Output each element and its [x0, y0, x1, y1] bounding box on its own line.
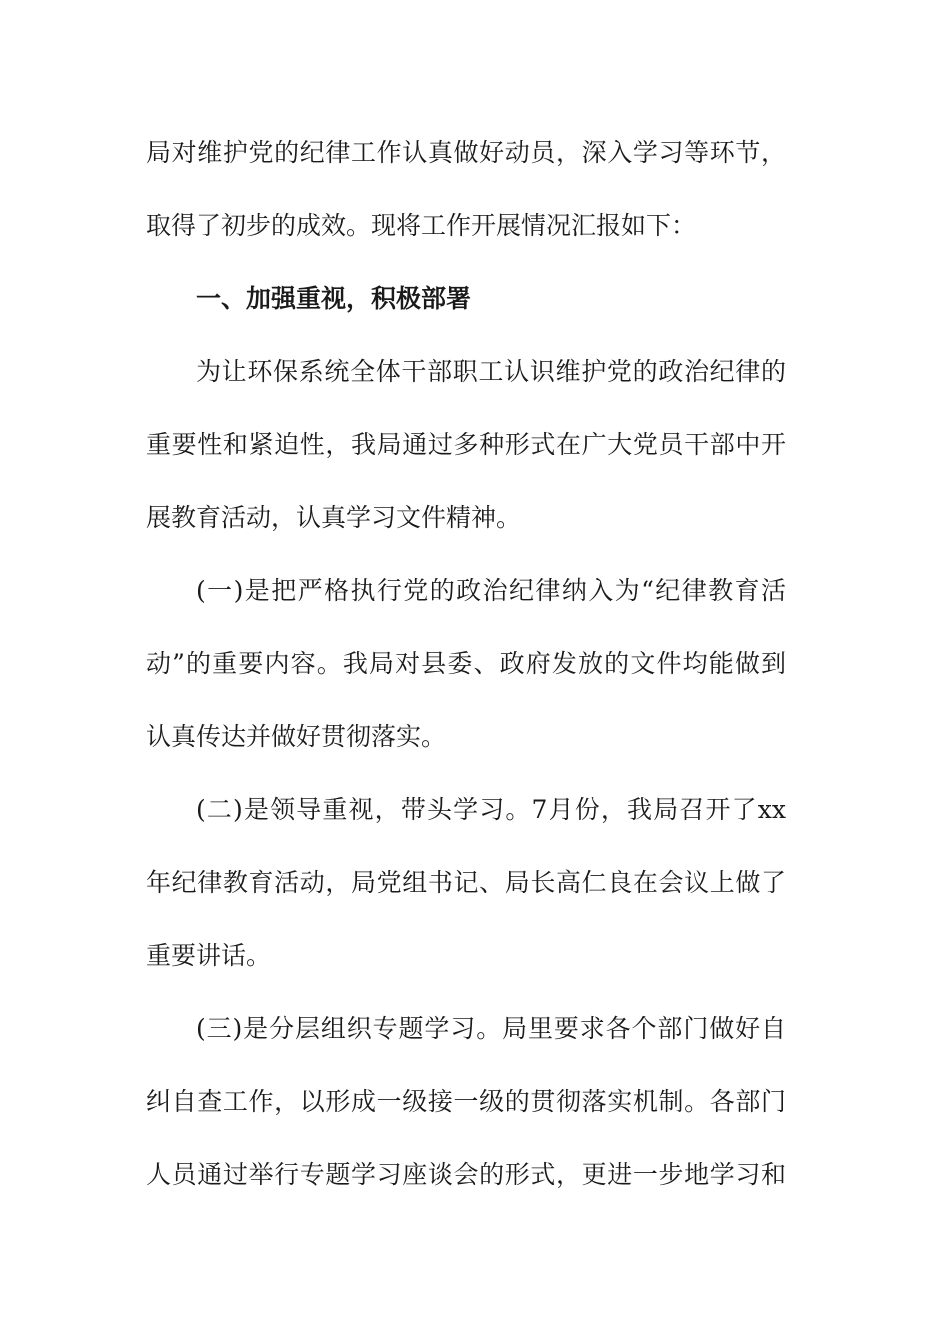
paragraph-line: 纠自查工作，以形成一级接一级的贯彻落实机制。各部门 — [146, 1087, 786, 1116]
paragraph-line: 人员通过举行专题学习座谈会的形式，更进一步地学习和 — [146, 1160, 786, 1189]
paragraph-line: 取得了初步的成效。现将工作开展情况汇报如下： — [146, 211, 697, 240]
paragraph-line: 局对维护党的纪律工作认真做好动员，深入学习等环节， — [146, 138, 786, 167]
paragraph-line: 重要性和紧迫性，我局通过多种形式在广大党员干部中开 — [146, 430, 786, 459]
paragraph-line: (二)是领导重视，带头学习。7月份，我局召开了xx — [196, 795, 786, 824]
paragraph-line: (三)是分层组织专题学习。局里要求各个部门做好自 — [196, 1014, 786, 1043]
paragraph-line: 认真传达并做好贯彻落实。 — [146, 722, 447, 751]
paragraph-line: 动”的重要内容。我局对县委、政府发放的文件均能做到 — [146, 649, 786, 678]
paragraph-line: 展教育活动，认真学习文件精神。 — [146, 503, 522, 532]
paragraph-line: (一)是把严格执行党的政治纪律纳入为“纪律教育活 — [196, 576, 786, 605]
paragraph-line: 重要讲话。 — [146, 941, 272, 970]
paragraph-line: 为让环保系统全体干部职工认识维护党的政治纪律的 — [196, 357, 786, 386]
paragraph-line: 年纪律教育活动，局党组书记、局长高仁良在会议上做了 — [146, 868, 786, 897]
document-body — [146, 130, 786, 1225]
section-heading: 一、加强重视，积极部署 — [196, 284, 472, 313]
